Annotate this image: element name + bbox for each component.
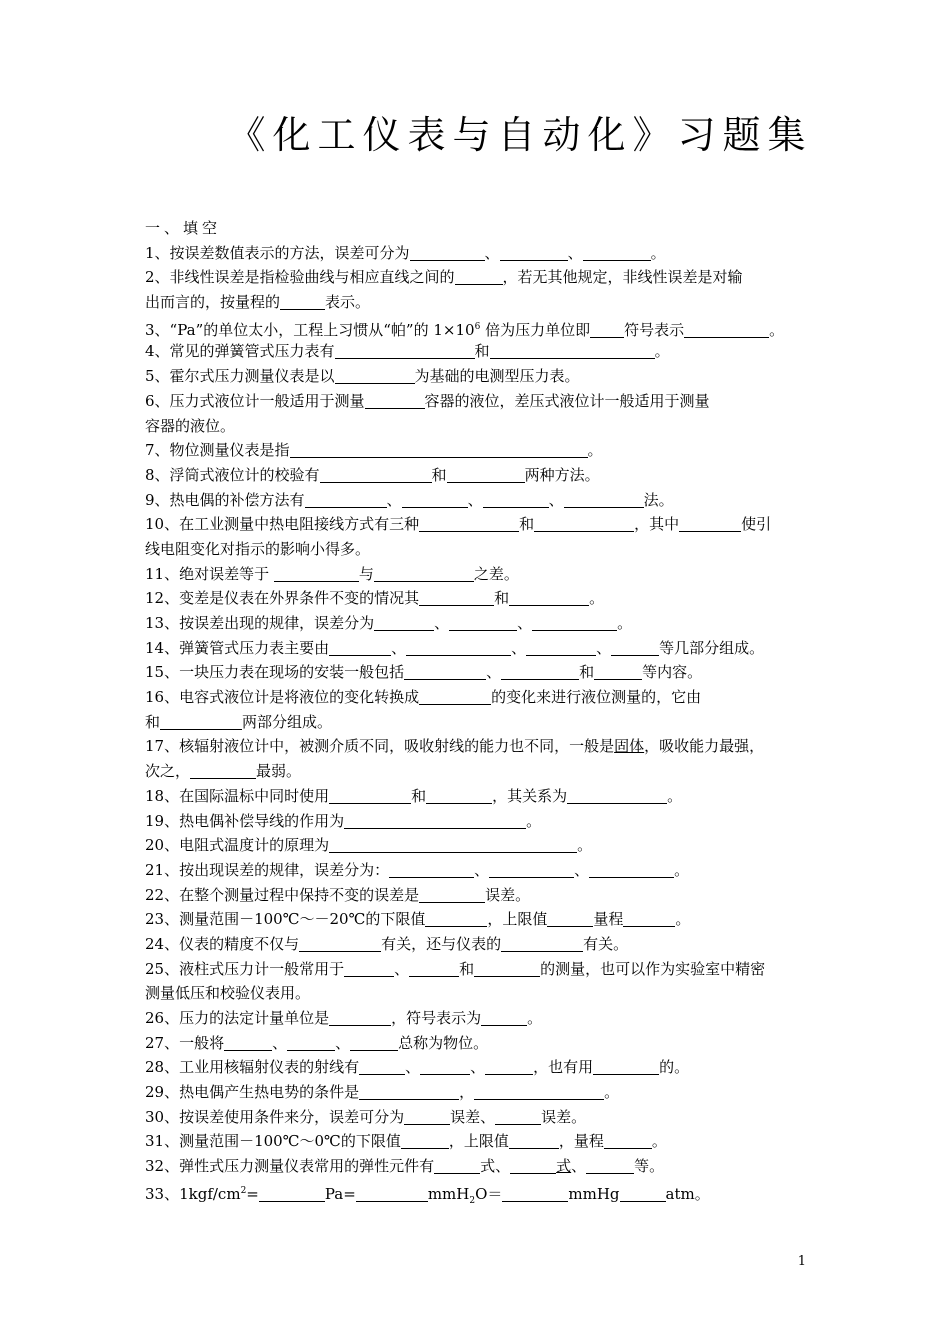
fill-in-blank[interactable] xyxy=(490,342,655,359)
fill-in-blank[interactable] xyxy=(420,1058,470,1075)
fill-in-blank[interactable] xyxy=(419,515,519,532)
question-text: 使引 xyxy=(741,515,772,534)
question-text: 19、热电偶补偿导线的作用为 xyxy=(145,811,345,830)
fill-in-blank[interactable] xyxy=(305,491,387,508)
question-text: ，量程 xyxy=(558,1132,604,1151)
question-line xyxy=(145,1154,810,1179)
question-text: 、 xyxy=(405,1058,421,1077)
question-text: 12、变差是仪表在外界条件不变的情况其 xyxy=(145,589,420,608)
question-text: 、 xyxy=(394,959,410,978)
fill-in-blank[interactable] xyxy=(501,663,579,680)
fill-in-blank[interactable] xyxy=(483,491,549,508)
fill-in-blank[interactable] xyxy=(510,1157,556,1174)
question-line xyxy=(145,1179,810,1204)
fill-in-blank[interactable] xyxy=(329,787,411,804)
question-text: O＝ xyxy=(475,1184,503,1203)
question-text: 、 xyxy=(567,243,583,262)
fill-in-blank[interactable] xyxy=(404,1108,450,1125)
question-text: 。 xyxy=(667,786,683,805)
fill-in-blank[interactable] xyxy=(509,589,589,606)
question-text: 。 xyxy=(651,1132,667,1151)
fill-in-blank[interactable] xyxy=(485,1058,533,1075)
question-text: 15、一块压力表在现场的安装一般包括 xyxy=(145,663,405,682)
question-line xyxy=(145,907,810,932)
question-line xyxy=(145,981,810,1006)
fill-in-blank[interactable] xyxy=(359,1058,405,1075)
question-line xyxy=(145,339,810,364)
fill-in-blank[interactable] xyxy=(604,1132,652,1149)
question-text: 、 xyxy=(596,638,612,657)
question-line xyxy=(145,932,810,957)
question-text: 。 xyxy=(675,910,691,929)
question-line xyxy=(145,883,810,908)
fill-in-blank[interactable] xyxy=(502,1185,568,1202)
question-line xyxy=(145,364,810,389)
question-line xyxy=(145,1055,810,1080)
question-text: mmH xyxy=(427,1184,470,1203)
question-text: ，上限值 xyxy=(448,1132,509,1151)
question-text: 21、按出现误差的规律，误差分为： xyxy=(145,860,390,879)
question-text: 25、液柱式压力计一般常用于 xyxy=(145,959,345,978)
question-text: 。 xyxy=(587,441,603,460)
question-text: 9、热电偶的补偿方法有 xyxy=(145,490,305,509)
question-text: 6、压力式液位计一般适用于测量 xyxy=(145,391,365,410)
fill-in-blank[interactable] xyxy=(426,787,492,804)
question-text: ，其关系为 xyxy=(492,786,568,805)
fill-in-blank[interactable] xyxy=(290,441,588,458)
fill-in-blank[interactable] xyxy=(593,1058,659,1075)
fill-in-blank[interactable] xyxy=(611,639,659,656)
fill-in-blank[interactable] xyxy=(287,1034,335,1051)
question-text: 、 xyxy=(571,1157,587,1176)
fill-in-blank[interactable] xyxy=(329,836,577,853)
fill-in-blank[interactable] xyxy=(335,342,475,359)
question-text: 、 xyxy=(470,1058,486,1077)
question-line xyxy=(145,611,810,636)
question-line xyxy=(145,488,810,513)
question-text: 误差。 xyxy=(485,885,531,904)
question-text: ，上限值 xyxy=(487,910,548,929)
question-text: 、 xyxy=(474,860,490,879)
fill-in-blank[interactable] xyxy=(532,614,617,631)
fill-in-blank[interactable] xyxy=(455,268,503,285)
question-text: 。 xyxy=(527,1009,543,1027)
question-text: 23、测量范围－100℃～－20℃的下限值 xyxy=(145,910,426,929)
superscript: 2 xyxy=(240,1185,247,1196)
fill-in-blank[interactable] xyxy=(489,861,574,878)
fill-in-blank[interactable] xyxy=(350,1034,398,1051)
fill-in-blank[interactable] xyxy=(501,935,583,952)
fill-in-blank[interactable] xyxy=(586,1157,634,1174)
question-text: 、 xyxy=(484,243,500,262)
fill-in-blank[interactable] xyxy=(679,515,741,532)
document-title: 《化工仪表与自动化》习题集 xyxy=(227,113,813,157)
question-text: ，符号表示为 xyxy=(391,1009,482,1027)
fill-in-blank[interactable] xyxy=(259,1185,325,1202)
question-line xyxy=(145,537,810,562)
question-text: 28、工业用核辐射仪表的射线有 xyxy=(145,1058,360,1077)
question-text: 最弱。 xyxy=(256,762,302,781)
fill-in-blank[interactable] xyxy=(335,367,415,384)
fill-in-blank[interactable] xyxy=(509,1132,559,1149)
fill-in-blank[interactable] xyxy=(344,812,526,829)
question-text: 5、霍尔式压力测量仪表是以 xyxy=(145,367,335,386)
question-line xyxy=(145,809,810,834)
question-text: 31、测量范围－100℃～0℃的下限值 xyxy=(145,1132,401,1151)
underlined-text: 固体 xyxy=(614,737,645,756)
question-line xyxy=(145,562,810,587)
question-text: 和 xyxy=(459,959,475,978)
question-text: 。 xyxy=(604,1083,620,1102)
question-text: 14、弹簧管式压力表主要由 xyxy=(145,638,330,657)
question-text: 26、压力的法定计量单位是 xyxy=(145,1009,330,1027)
fill-in-blank[interactable] xyxy=(329,1009,391,1026)
fill-in-blank[interactable] xyxy=(583,244,651,261)
fill-in-blank[interactable] xyxy=(590,321,624,338)
question-text: 11、绝对误差等于 xyxy=(145,564,274,583)
question-text: 13、按误差出现的规律，误差分为 xyxy=(145,614,375,632)
question-line xyxy=(145,290,810,315)
fill-in-blank[interactable] xyxy=(547,910,593,927)
fill-in-blank[interactable] xyxy=(495,1108,541,1125)
question-text: 两种方法。 xyxy=(524,465,600,484)
question-text: 2、非线性误差是指检验曲线与相应直线之间的 xyxy=(145,268,455,287)
fill-in-blank[interactable] xyxy=(402,491,468,508)
question-line xyxy=(145,265,810,290)
fill-in-blank[interactable] xyxy=(419,886,485,903)
question-text: 与 xyxy=(358,564,374,583)
question-text: 两部分组成。 xyxy=(242,712,333,731)
question-line xyxy=(145,241,810,266)
fill-in-blank[interactable] xyxy=(564,491,644,508)
question-line xyxy=(145,389,810,414)
question-text: 误差、 xyxy=(450,1107,496,1126)
question-text: ，吸收能力最强， xyxy=(644,737,765,756)
fill-in-blank[interactable] xyxy=(406,639,511,656)
question-text: 、 xyxy=(511,638,527,657)
question-text: 30、按误差使用条件来分，误差可分为 xyxy=(145,1107,405,1126)
question-text: 和 xyxy=(494,589,510,608)
question-text: 、 xyxy=(517,614,533,632)
question-line xyxy=(145,685,810,710)
question-text: 表示。 xyxy=(325,293,371,312)
question-text: 。 xyxy=(589,589,605,608)
question-text: 3、“Pa”的单位太小，工程上习惯从“帕”的 1×10 xyxy=(145,320,475,339)
question-text: 、 xyxy=(574,860,590,879)
question-text: 和 xyxy=(431,465,447,484)
subscript: 2 xyxy=(469,1195,476,1206)
fill-in-blank[interactable] xyxy=(160,713,242,730)
fill-in-blank[interactable] xyxy=(623,910,675,927)
page-number: 1 xyxy=(797,1254,806,1269)
question-line xyxy=(145,957,810,982)
question-text: 、 xyxy=(386,490,402,509)
question-text: 有关，还与仪表的 xyxy=(381,934,502,953)
fill-in-blank[interactable] xyxy=(419,589,494,606)
question-text: 24、仪表的精度不仅与 xyxy=(145,934,300,953)
question-line xyxy=(145,586,810,611)
question-text: 、 xyxy=(434,614,450,632)
underlined-text: 式 xyxy=(556,1157,572,1176)
question-text: 式、 xyxy=(480,1157,511,1176)
fill-in-blank[interactable] xyxy=(474,960,540,977)
question-line xyxy=(145,784,810,809)
question-text: 32、弹性式压力测量仪表常用的弹性元件有 xyxy=(145,1157,435,1176)
fill-in-blank[interactable] xyxy=(359,1083,459,1100)
question-text: 的。 xyxy=(659,1058,690,1077)
question-text: 。 xyxy=(617,614,633,632)
question-text: 29、热电偶产生热电势的条件是 xyxy=(145,1083,360,1102)
question-text: 。 xyxy=(654,342,670,361)
fill-in-blank[interactable] xyxy=(356,1185,428,1202)
fill-in-blank[interactable] xyxy=(425,910,487,927)
question-text: 。 xyxy=(650,243,666,262)
question-text: 。 xyxy=(526,811,542,830)
question-text: 为基础的电测型压力表。 xyxy=(414,367,580,386)
question-line xyxy=(145,858,810,883)
question-text: ，也有用 xyxy=(533,1058,594,1077)
question-text: atm。 xyxy=(665,1184,710,1203)
question-text: 4、常见的弹簧管式压力表有 xyxy=(145,342,335,361)
fill-in-blank[interactable] xyxy=(374,614,434,631)
question-text: 和 xyxy=(474,342,490,361)
question-line xyxy=(145,636,810,661)
question-text: = xyxy=(246,1184,259,1203)
question-line xyxy=(145,315,810,340)
question-line xyxy=(145,438,810,463)
question-text: 。 xyxy=(674,860,690,879)
exercise-content xyxy=(145,216,810,1204)
question-text: mmHg xyxy=(568,1184,620,1203)
question-text: 17、核辐射液位计中，被测介质不同，吸收射线的能力也不同，一般是 xyxy=(145,737,615,756)
question-text: 、 xyxy=(335,1033,351,1052)
question-text: 量程 xyxy=(593,910,624,929)
fill-in-blank[interactable] xyxy=(365,392,425,409)
question-line xyxy=(145,759,810,784)
question-text: 之差。 xyxy=(473,564,519,583)
fill-in-blank[interactable] xyxy=(567,787,667,804)
question-line xyxy=(145,710,810,735)
question-text: 的测量，也可以作为实验室中精密 xyxy=(540,959,766,978)
fill-in-blank[interactable] xyxy=(474,1083,604,1100)
question-text: 容器的液位，差压式液位计一般适用于测量 xyxy=(424,391,710,410)
fill-in-blank[interactable] xyxy=(447,466,525,483)
fill-in-blank[interactable] xyxy=(224,1034,272,1051)
question-text: 20、电阻式温度计的原理为 xyxy=(145,836,330,855)
question-text: 线电阻变化对指示的影响小得多。 xyxy=(145,539,371,558)
fill-in-blank[interactable] xyxy=(329,639,391,656)
fill-in-blank[interactable] xyxy=(419,688,491,705)
question-text: 8、浮筒式液位计的校验有 xyxy=(145,465,320,484)
question-line xyxy=(145,1031,810,1056)
fill-in-blank[interactable] xyxy=(534,515,634,532)
question-text: 符号表示 xyxy=(624,320,685,339)
question-text: ，若无其他规定，非线性误差是对输 xyxy=(502,268,743,287)
question-text: 的变化来进行液位测量的，它由 xyxy=(491,688,702,707)
fill-in-blank[interactable] xyxy=(589,861,674,878)
question-text: 等几部分组成。 xyxy=(659,638,765,657)
fill-in-blank[interactable] xyxy=(404,663,486,680)
question-text: 容器的液位。 xyxy=(145,416,236,435)
question-text: 、 xyxy=(272,1033,288,1052)
question-text: 有关。 xyxy=(583,934,629,953)
section-heading: 一、填空 xyxy=(145,219,222,237)
fill-in-blank[interactable] xyxy=(401,1132,449,1149)
question-text: 倍为压力单位即 xyxy=(480,320,591,339)
question-text: 出而言的，按量程的 xyxy=(145,293,281,312)
question-text: 22、在整个测量过程中保持不变的误差是 xyxy=(145,885,420,904)
question-text: 总称为物位。 xyxy=(398,1033,489,1052)
question-text: 。 xyxy=(769,320,785,339)
fill-in-blank[interactable] xyxy=(410,244,485,261)
fill-in-blank[interactable] xyxy=(594,663,642,680)
fill-in-blank[interactable] xyxy=(500,244,568,261)
question-text: 和 xyxy=(145,712,161,731)
question-text: 18、在国际温标中同时使用 xyxy=(145,786,330,805)
question-text: 10、在工业测量中热电阻接线方式有三种 xyxy=(145,515,420,534)
question-text: 33、1kgf/cm xyxy=(145,1184,241,1203)
question-text: 、 xyxy=(548,490,564,509)
question-line xyxy=(145,414,810,439)
question-text: 、 xyxy=(467,490,483,509)
fill-in-blank[interactable] xyxy=(389,861,474,878)
question-line xyxy=(145,1105,810,1130)
question-text: 等内容。 xyxy=(642,663,703,682)
question-text: 27、一般将 xyxy=(145,1033,225,1052)
fill-in-blank[interactable] xyxy=(280,293,325,310)
question-text: ，其中 xyxy=(634,515,680,534)
question-line xyxy=(145,734,810,759)
fill-in-blank[interactable] xyxy=(449,614,517,631)
fill-in-blank[interactable] xyxy=(620,1185,666,1202)
superscript: 6 xyxy=(474,321,481,332)
fill-in-blank[interactable] xyxy=(320,466,432,483)
question-line xyxy=(145,1129,810,1154)
question-text: 和 xyxy=(411,786,427,805)
question-line xyxy=(145,512,810,537)
question-line xyxy=(145,660,810,685)
question-text: 法。 xyxy=(643,490,674,509)
question-text: ， xyxy=(459,1083,475,1102)
question-line xyxy=(145,463,810,488)
question-text: 7、物位测量仪表是指 xyxy=(145,441,290,460)
question-text: 。 xyxy=(577,836,593,855)
fill-in-blank[interactable] xyxy=(374,565,474,582)
fill-in-blank[interactable] xyxy=(684,321,769,338)
question-list xyxy=(145,241,810,1204)
question-text: 、 xyxy=(391,638,407,657)
fill-in-blank[interactable] xyxy=(344,960,394,977)
fill-in-blank[interactable] xyxy=(299,935,381,952)
fill-in-blank[interactable] xyxy=(190,762,256,779)
question-text: 1、按误差数值表示的方法，误差可分为 xyxy=(145,243,410,262)
question-text: Pa= xyxy=(324,1184,356,1203)
fill-in-blank[interactable] xyxy=(434,1157,480,1174)
fill-in-blank[interactable] xyxy=(409,960,459,977)
fill-in-blank[interactable] xyxy=(481,1009,527,1026)
question-line xyxy=(145,1080,810,1105)
question-text: 次之， xyxy=(145,762,191,781)
question-text: 、 xyxy=(486,663,502,682)
question-line xyxy=(145,1006,810,1031)
question-text: 16、电容式液位计是将液位的变化转换成 xyxy=(145,688,420,707)
question-line xyxy=(145,833,810,858)
fill-in-blank[interactable] xyxy=(274,565,359,582)
question-text: 测量低压和校验仪表用。 xyxy=(145,984,311,1003)
question-text: 和 xyxy=(579,663,595,682)
question-text: 等。 xyxy=(634,1157,665,1176)
question-text: 和 xyxy=(519,515,535,534)
question-text: 误差。 xyxy=(541,1107,587,1126)
fill-in-blank[interactable] xyxy=(526,639,596,656)
